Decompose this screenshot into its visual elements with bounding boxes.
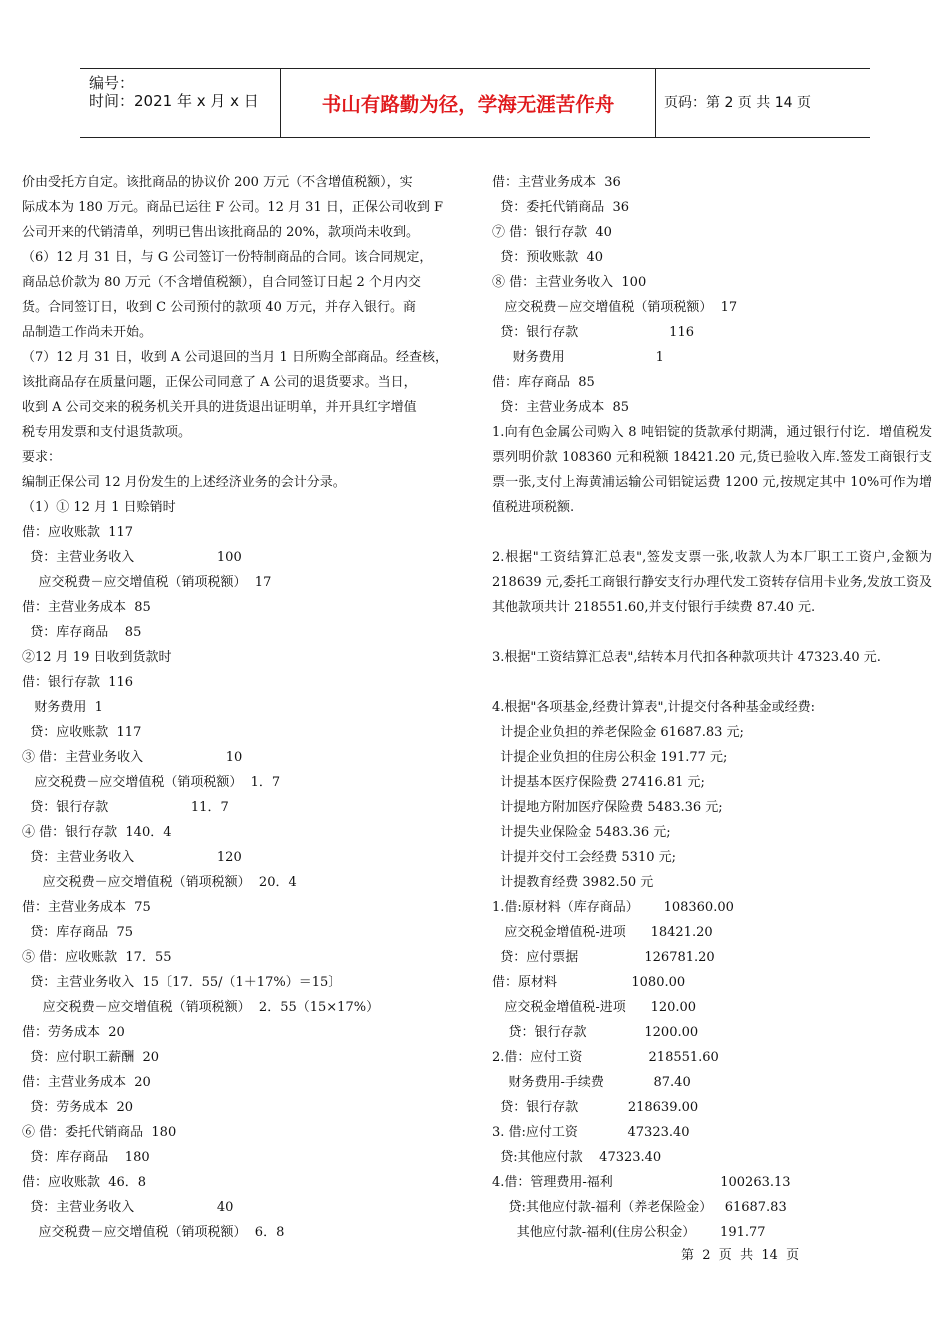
text-line: 计提地方附加医疗保险费 5483.36 元; <box>492 800 723 815</box>
text-line: ⑤ 借：应收账款 17．55 <box>22 950 172 965</box>
text-line: 贷:其他应付款-福利（养老保险金） 61687.83 <box>492 1200 787 1215</box>
spacer <box>492 520 932 545</box>
text-line: 应交税金增值税-进项 120.00 <box>492 1000 697 1015</box>
text-line: 借：应收账款 117 <box>22 525 134 540</box>
text-line: 贷：银行存款 218639.00 <box>492 1100 699 1115</box>
text-line: 公司开来的代销清单，列明已售出该批商品的 20%，款项尚未收到。 <box>22 225 420 240</box>
text-line: 贷：主营业务收入 15〔17．55/（1＋17%）＝15〕 <box>22 975 342 990</box>
text-line: ⑦ 借：银行存款 40 <box>492 225 612 240</box>
header-page-cell <box>655 69 870 137</box>
text-line: ⑥ 借：委托代销商品 180 <box>22 1125 177 1140</box>
text-line: 2.借：应付工资 218551.60 <box>492 1050 719 1065</box>
text-line: 计提企业负担的住房公积金 191.77 元; <box>492 750 728 765</box>
text-line: 计提基本医疗保险费 27416.81 元; <box>492 775 705 790</box>
text-line: 要求： <box>22 450 62 465</box>
text-line: 借：主营业务成本 75 <box>22 900 151 915</box>
text-line: 贷：银行存款 1200.00 <box>492 1025 699 1040</box>
header-meta-cell <box>80 69 280 137</box>
text-line: 贷：银行存款 116 <box>492 325 694 340</box>
header-motto-cell <box>280 69 656 137</box>
left-column <box>22 170 462 1245</box>
text-line: 借：主营业务成本 85 <box>22 600 151 615</box>
text-line: 借：原材料 1080.00 <box>492 975 686 990</box>
text-line: 际成本为 180 万元。商品已运往 F 公司。12 月 31 日，正保公司收到 F <box>22 200 443 215</box>
spacer <box>492 670 932 695</box>
text-line: 贷：库存商品 180 <box>22 1150 150 1165</box>
text-line: 贷：库存商品 75 <box>22 925 134 940</box>
text-line: （7）12 月 31 日，收到 A 公司退回的当月 1 日所购全部商品。经查核， <box>22 350 448 365</box>
text-line: 应交税费－应交增值税（销项税额） 17 <box>22 575 272 590</box>
text-line: 贷：劳务成本 20 <box>22 1100 134 1115</box>
text-line: 贷:其他应付款 47323.40 <box>492 1150 662 1165</box>
exercise-2-text: 2.根据"工资结算汇总表",签发支票一张,收款人为本厂职工工资户,金额为 218639 元,委托工商银行静安支行办理代发工资转存信用卡业务,发放工资及其他款项共计 218551.60,并支付银行手续费 87.40 元. <box>492 550 932 615</box>
text-line: 4.根据"各项基金,经费计算表",计提交付各种基金或经费: <box>492 700 816 715</box>
exercise-4-and-solutions <box>492 695 932 1245</box>
text-line: 3. 借:应付工资 47323.40 <box>492 1125 690 1140</box>
journal-entries-continued <box>492 170 932 420</box>
text-line: 贷：主营业务收入 40 <box>22 1200 234 1215</box>
text-line: 财务费用-手续费 87.40 <box>492 1075 691 1090</box>
text-line: 编制正保公司 12 月份发生的上述经济业务的会计分录。 <box>22 475 346 490</box>
text-line: 其他应付款-福利(住房公积金） 191.77 <box>492 1225 766 1240</box>
text-line: ⑧ 借：主营业务收入 100 <box>492 275 647 290</box>
text-line: 收到 A 公司交来的税务机关开具的进货退出证明单，并开具红字增值 <box>22 400 417 415</box>
motto-text: 书山有路勤为径，学海无涯苦作舟 <box>321 93 615 116</box>
text-line: 贷：主营业务收入 100 <box>22 550 242 565</box>
text-line: 贷：应付职工薪酬 20 <box>22 1050 160 1065</box>
text-line: 货。合同签订日，收到 C 公司预付的款项 40 万元，并存入银行。商 <box>22 300 417 315</box>
text-line: 计提失业保险金 5483.36 元; <box>492 825 671 840</box>
text-line: 贷：库存商品 85 <box>22 625 142 640</box>
text-line: 计提并交付工会经费 5310 元; <box>492 850 676 865</box>
text-line: 贷：应付票据 126781.20 <box>492 950 715 965</box>
text-line: 贷：预收账款 40 <box>492 250 604 265</box>
text-line: 应交税费－应交增值税（销项税额） 6．8 <box>22 1225 285 1240</box>
text-line: 应交税费－应交增值税（销项税额） 17 <box>492 300 738 315</box>
text-line: 借：应收账款 46．8 <box>22 1175 147 1190</box>
text-line: 贷：主营业务成本 85 <box>492 400 630 415</box>
text-line: ②12 月 19 日收到货款时 <box>22 650 172 665</box>
text-line: 应交税费－应交增值税（销项税额） 20．4 <box>22 875 297 890</box>
text-line: （1）① 12 月 1 日赊销时 <box>22 500 176 515</box>
text-line: 计提教育经费 3982.50 元 <box>492 875 654 890</box>
text-line: ③ 借：主营业务收入 10 <box>22 750 243 765</box>
text-line: 借：库存商品 85 <box>492 375 595 390</box>
text-line: 借：主营业务成本 36 <box>492 175 621 190</box>
text-line: 贷：应收账款 117 <box>22 725 142 740</box>
text-line: ④ 借：银行存款 140．4 <box>22 825 172 840</box>
text-line: 贷：主营业务收入 120 <box>22 850 242 865</box>
spacer <box>492 620 932 645</box>
text-line: 贷：委托代销商品 36 <box>492 200 630 215</box>
text-line: 借：劳务成本 20 <box>22 1025 125 1040</box>
text-line: 1.借:原材料（库存商品） 108360.00 <box>492 900 734 915</box>
exercise-3-text: 3.根据"工资结算汇总表",结转本月代扣各种款项共计 47323.40 元. <box>492 650 881 665</box>
document-date-label: 时间：2021 年 x 月 x 日 <box>89 92 259 110</box>
text-line: 该批商品存在质量问题，正保公司同意了 A 公司的退货要求。当日， <box>22 375 417 390</box>
text-line: 借：银行存款 116 <box>22 675 134 690</box>
text-line: 价由受托方自定。该批商品的协议价 200 万元（不含增值税额），实 <box>22 175 413 190</box>
exercise-1-text: 1.向有色金属公司购入 8 吨铝锭的货款承付期满，通过银行付讫．增值税发票列明价款 108360 元和税额 18421.20 元,货已验收入库.签发工商银行支票一张,支付上海黄浦运输公司铝锭运费 1200 元,按规定其中 10%可作为增值税进项税额. <box>492 425 932 515</box>
text-line: 贷：银行存款 11．7 <box>22 800 229 815</box>
document-number-label: 编号： <box>89 74 135 92</box>
text-line: 计提企业负担的养老保险金 61687.83 元; <box>492 725 744 740</box>
page-footer: 第 2 页 共 14 页 <box>681 1248 800 1263</box>
page-header <box>80 68 870 138</box>
page-number-label: 页码：第 2 页 共 14 页 <box>664 95 811 111</box>
text-line: 品制造工作尚未开始。 <box>22 325 153 340</box>
text-line: 应交税费－应交增值税（销项税额） 1．7 <box>22 775 281 790</box>
text-line: 税专用发票和支付退货款项。 <box>22 425 192 440</box>
text-line: 4.借：管理费用-福利 100263.13 <box>492 1175 791 1190</box>
text-line: 应交税金增值税-进项 18421.20 <box>492 925 713 940</box>
text-line: 借：主营业务成本 20 <box>22 1075 151 1090</box>
text-line: （6）12 月 31 日，与 G 公司签订一份特制商品的合同。该合同规定， <box>22 250 433 265</box>
text-line: 财务费用 1 <box>492 350 664 365</box>
text-line: 应交税费－应交增值税（销项税额） 2．55（15×17%） <box>22 1000 380 1015</box>
right-column <box>492 170 932 1245</box>
text-line: 商品总价款为 80 万元（不含增值税额），自合同签订日起 2 个月内交 <box>22 275 421 290</box>
text-line: 财务费用 1 <box>22 700 103 715</box>
